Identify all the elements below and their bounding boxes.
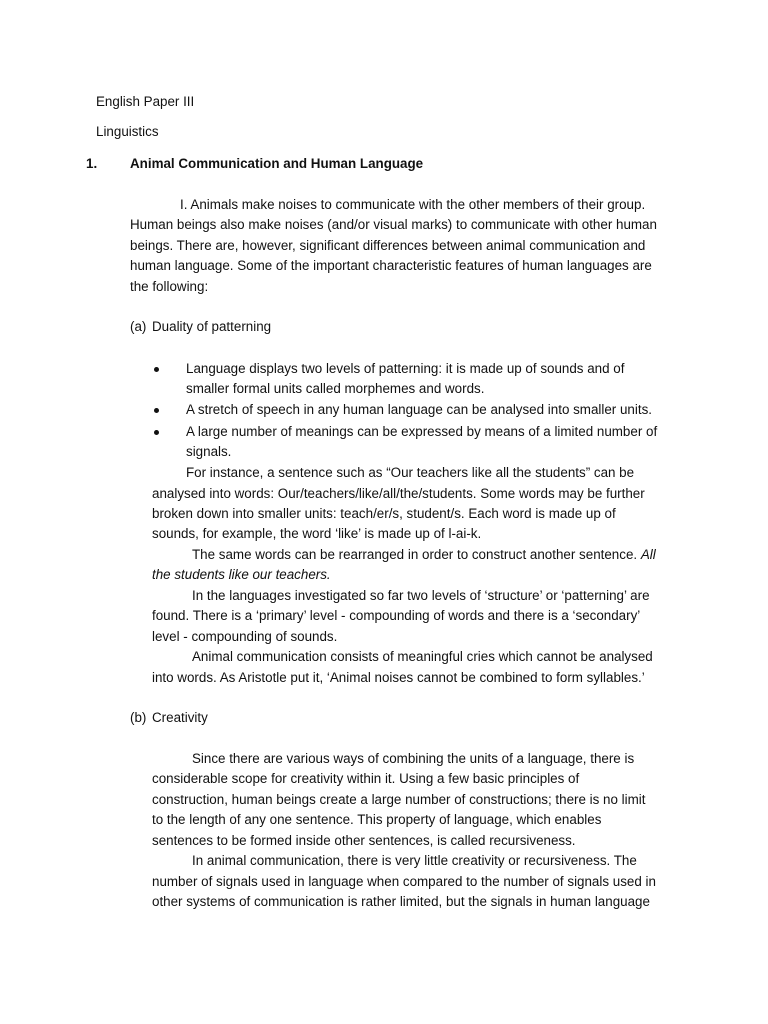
intro-line: the following:	[130, 279, 209, 294]
paragraph-line: In animal communication, there is very little creativity or recursiveness. The	[192, 853, 637, 868]
bullet-dot	[154, 367, 159, 372]
paragraph-line: Since there are various ways of combining the units of a language, there is	[192, 751, 635, 766]
paragraph-line: other systems of communication is rather limited, but the signals in human language	[152, 894, 650, 909]
intro-line: Human beings also make noises (and/or visual marks) to communicate with other human	[130, 217, 657, 232]
paragraph-line	[192, 545, 656, 565]
section-number: 1.	[86, 156, 98, 171]
italic-text: All	[640, 547, 656, 562]
paragraph-line: analysed into words: Our/teachers/like/all/the/students. Some words may be further	[152, 486, 645, 501]
subsection-b-title: Creativity	[152, 710, 208, 725]
section-heading: Animal Communication and Human Language	[130, 156, 424, 171]
bullet-line: smaller formal units called morphemes and words.	[186, 381, 485, 396]
paragraph-line: to the length of any one sentence. This property of language, which enables	[152, 812, 602, 827]
paragraph-line: level - compounding of sounds.	[152, 629, 338, 644]
paragraph-line: sentences to be formed inside other sentences, is called recursiveness.	[152, 833, 576, 848]
bullet-line: A large number of meanings can be expressed by means of a limited number of	[186, 424, 658, 439]
subsection-b-marker: (b)	[130, 710, 147, 725]
bullet-dot	[154, 408, 159, 413]
subject-title: Linguistics	[96, 124, 159, 139]
subsection-a-marker: (a)	[130, 319, 147, 334]
paragraph-line: considerable scope for creativity within it. Using a few basic principles of	[152, 771, 580, 786]
bullet-line: Language displays two levels of patterning: it is made up of sounds and of	[186, 361, 625, 376]
intro-line: beings. There are, however, significant differences between animal communication and	[130, 238, 646, 253]
intro-line: human language. Some of the important characteristic features of human languages are	[130, 258, 652, 273]
bullet-line: A stretch of speech in any human language can be analysed into smaller units.	[186, 402, 652, 417]
paragraph-line: In the languages investigated so far two levels of ‘structure’ or ‘patterning’ are	[192, 588, 650, 603]
paragraph-line: found. There is a ‘primary’ level - compounding of words and there is a ‘secondary’	[152, 608, 641, 623]
bullet-dot	[154, 430, 159, 435]
paragraph-line: broken down into smaller units: teach/er/s, student/s. Each word is made up of	[152, 506, 616, 521]
paragraph-line: number of signals used in language when compared to the number of signals used in	[152, 874, 656, 889]
paper-title: English Paper III	[96, 94, 195, 109]
intro-line: I. Animals make noises to communicate with the other members of their group.	[180, 197, 646, 212]
paragraph-line: Animal communication consists of meaningful cries which cannot be analysed	[192, 649, 653, 664]
paragraph-line: For instance, a sentence such as “Our teachers like all the students” can be	[186, 465, 635, 480]
bullet-line: signals.	[186, 444, 232, 459]
subsection-a-title: Duality of patterning	[152, 319, 272, 334]
italic-example-sentence: the students like our teachers.	[152, 567, 331, 582]
paragraph-line: into words. As Aristotle put it, ‘Animal noises cannot be combined to form syllables.’	[152, 670, 645, 685]
plain-text: The same words can be rearranged in order to construct another sentence.	[192, 547, 641, 562]
paragraph-line: sounds, for example, the word ‘like’ is made up of l-ai-k.	[152, 526, 482, 541]
paragraph-line: construction, human beings create a large number of constructions; there is no limit	[152, 792, 646, 807]
